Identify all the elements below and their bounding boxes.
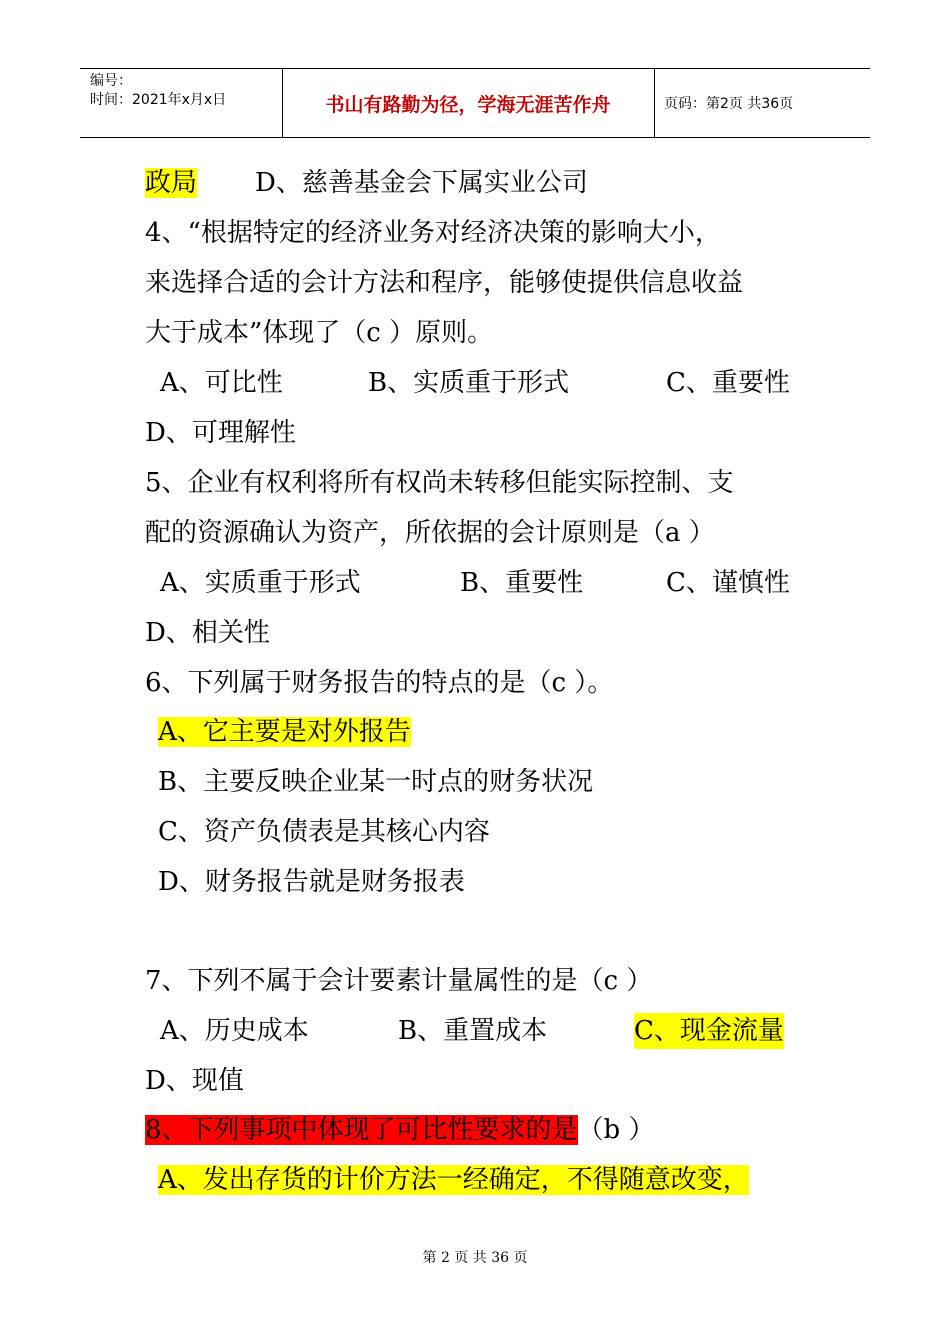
- option-d: D、可理解性: [145, 418, 296, 448]
- question-5-line: 配的资源确认为资产，所依据的会计原则是（a ）: [145, 518, 715, 548]
- option-b: B、重要性: [460, 568, 584, 598]
- option-c: C、现金流量: [634, 1013, 784, 1049]
- question-6-line: 6、下列属于财务报告的特点的是（c ）。: [145, 668, 614, 698]
- question-4-line: 大于成本”体现了（c ）原则。: [145, 318, 494, 348]
- option-d: D、相关性: [145, 618, 270, 648]
- question-7-options: [160, 1013, 784, 1049]
- header-page-info: 页码：第2页 共36页: [664, 96, 794, 112]
- question-5-options: [160, 565, 790, 601]
- option-b: B、主要反映企业某一时点的财务状况: [158, 767, 594, 797]
- option-c: C、重要性: [666, 368, 790, 398]
- highlighted-text: 8、下列事项中体现了可比性要求的是: [145, 1115, 578, 1145]
- option-c: C、资产负债表是其核心内容: [158, 817, 490, 847]
- highlighted-text: A、发出存货的计价方法一经确定，不得随意改变，: [158, 1165, 749, 1195]
- highlighted-text: 政局: [145, 168, 198, 198]
- option-d: D、财务报告就是财务报表: [158, 867, 465, 897]
- option-a: A、历史成本: [160, 1016, 309, 1046]
- highlighted-text: A、它主要是对外报告: [158, 717, 411, 747]
- question-5-line: 5、企业有权利将所有权尚未转移但能实际控制、支: [145, 468, 734, 498]
- question-4-line: 来选择合适的会计方法和程序，能够使提供信息收益: [145, 268, 744, 298]
- option-b: B、实质重于形式: [368, 368, 570, 398]
- option-b: B、重置成本: [398, 1016, 548, 1046]
- page-header: [80, 68, 870, 138]
- answer-text: （b ）: [577, 1115, 655, 1145]
- page-footer: 第 2 页 共 36 页: [422, 1250, 528, 1266]
- question-7-line: 7、下列不属于会计要素计量属性的是（c ）: [145, 966, 653, 996]
- question-8-line: [145, 1112, 654, 1148]
- option-a: [158, 1162, 749, 1198]
- doc-number-label: 编号：: [90, 73, 132, 89]
- text-line: [145, 165, 588, 201]
- option-a: A、可比性: [160, 368, 283, 398]
- option-a: [158, 714, 411, 750]
- option-a: A、实质重于形式: [160, 568, 361, 598]
- header-meta: [90, 72, 226, 110]
- header-divider: [654, 69, 655, 137]
- question-4-line: 4、“根据特定的经济业务对经济决策的影响大小，: [145, 218, 721, 248]
- option-c: C、谨慎性: [666, 568, 790, 598]
- time-label: 时间：2021年x月x日: [90, 92, 227, 108]
- header-motto: 书山有路勤为径，学海无涯苦作舟: [325, 93, 611, 116]
- option-d: D、现值: [145, 1066, 244, 1096]
- option-text: D、慈善基金会下属实业公司: [255, 168, 588, 198]
- question-4-options: [160, 365, 790, 401]
